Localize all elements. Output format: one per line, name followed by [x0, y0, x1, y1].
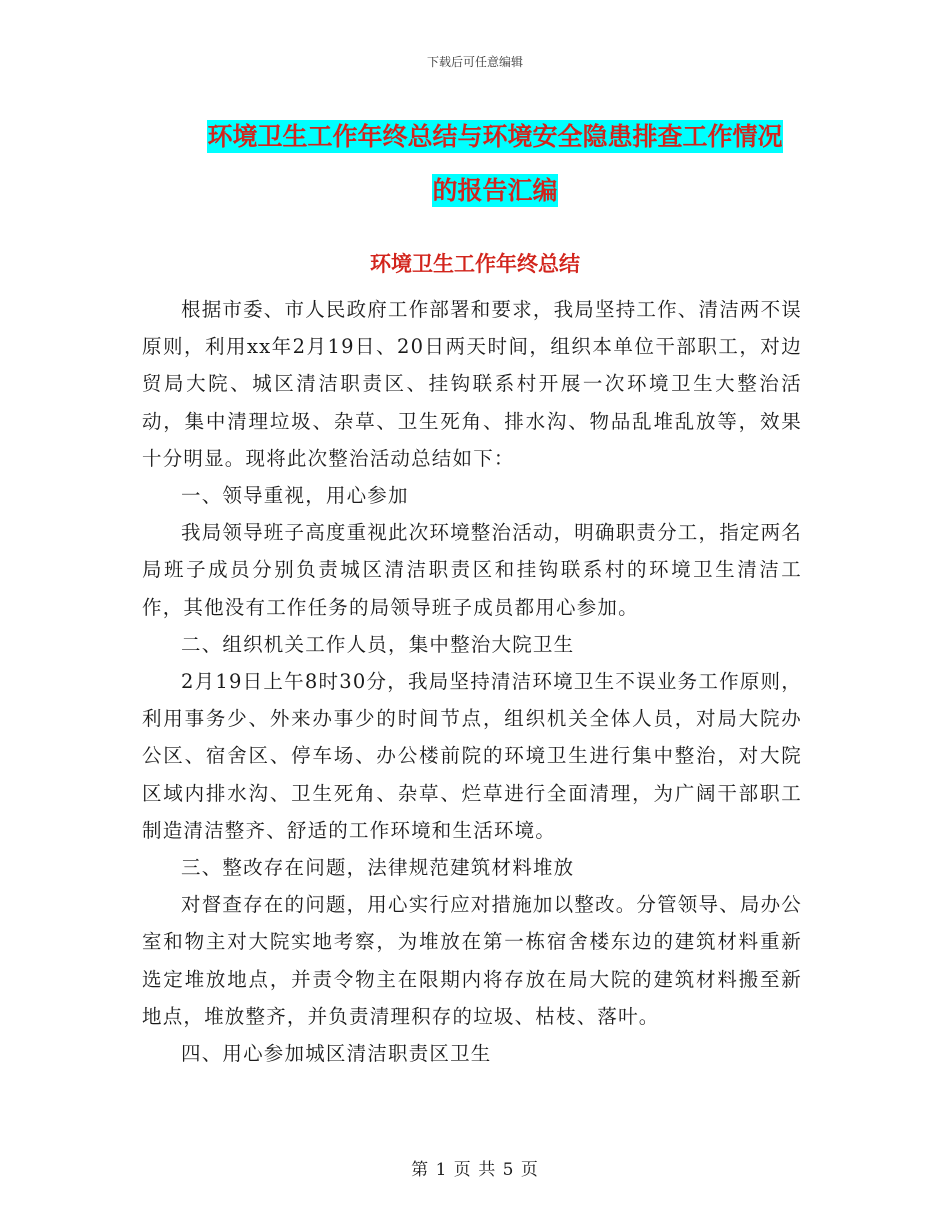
heading-3: 三、整改存在问题，法律规范建筑材料堆放 — [181, 856, 575, 880]
document-title-line-2: 的报告汇编 — [432, 176, 558, 205]
paragraph-1: 我局领导班子高度重视此次环境整治活动，明确职责分工，指定两名局班子成员分别负责城区清洁职责区和挂钩联系村的环境卫生清洁工作，其他没有工作任务的局领导班子成员都用心参加。 — [142, 521, 803, 619]
document-body — [142, 291, 802, 1072]
paragraph-2: 2月19日上午8时30分，我局坚持清洁环境卫生不误业务工作原则，利用事务少、外来办事少的时间节点，组织机关全体人员，对局大院办公区、宿舍区、停车场、办公楼前院的环境卫生进行集中整治，对大院区域内排水沟、卫生死角、杂草、烂草进行全面清理，为广阔干部职工制造清洁整齐、舒适的工作环境和生活环境。 — [142, 670, 802, 842]
paragraph-3: 对督查存在的问题，用心实行应对措施加以整改。分管领导、局办公室和物主对大院实地考察，为堆放在第一栋宿舍楼东边的建筑材料重新选定堆放地点，并责令物主在限期内将存放在局大院的建筑材料搬至新地点，堆放整齐，并负责清理积存的垃圾、枯枝、落叶。 — [142, 893, 803, 1028]
paragraph-intro: 根据市委、市人民政府工作部署和要求，我局坚持工作、清洁两不误原则，利用xx年2月19日、20日两天时间，组织本单位干部职工，对边贸局大院、城区清洁职责区、挂钩联系村开展一次环境卫生大整治活动，集中清理垃圾、杂草、卫生死角、排水沟、物品乱堆乱放等，效果十分明显。现将此次整治活动总结如下： — [142, 298, 803, 470]
document-title — [150, 110, 840, 218]
page-number-footer: 第 1 页 共 5 页 — [411, 1160, 539, 1180]
heading-2: 二、组织机关工作人员，集中整治大院卫生 — [181, 632, 575, 656]
document-title-line-1: 环境卫生工作年终总结与环境安全隐患排查工作情况 — [207, 122, 783, 151]
section-title: 环境卫生工作年终总结 — [370, 252, 580, 276]
header-note: 下载后可任意编辑 — [426, 55, 523, 69]
heading-1: 一、领导重视，用心参加 — [181, 484, 409, 508]
heading-4: 四、用心参加城区清洁职责区卫生 — [181, 1042, 492, 1066]
